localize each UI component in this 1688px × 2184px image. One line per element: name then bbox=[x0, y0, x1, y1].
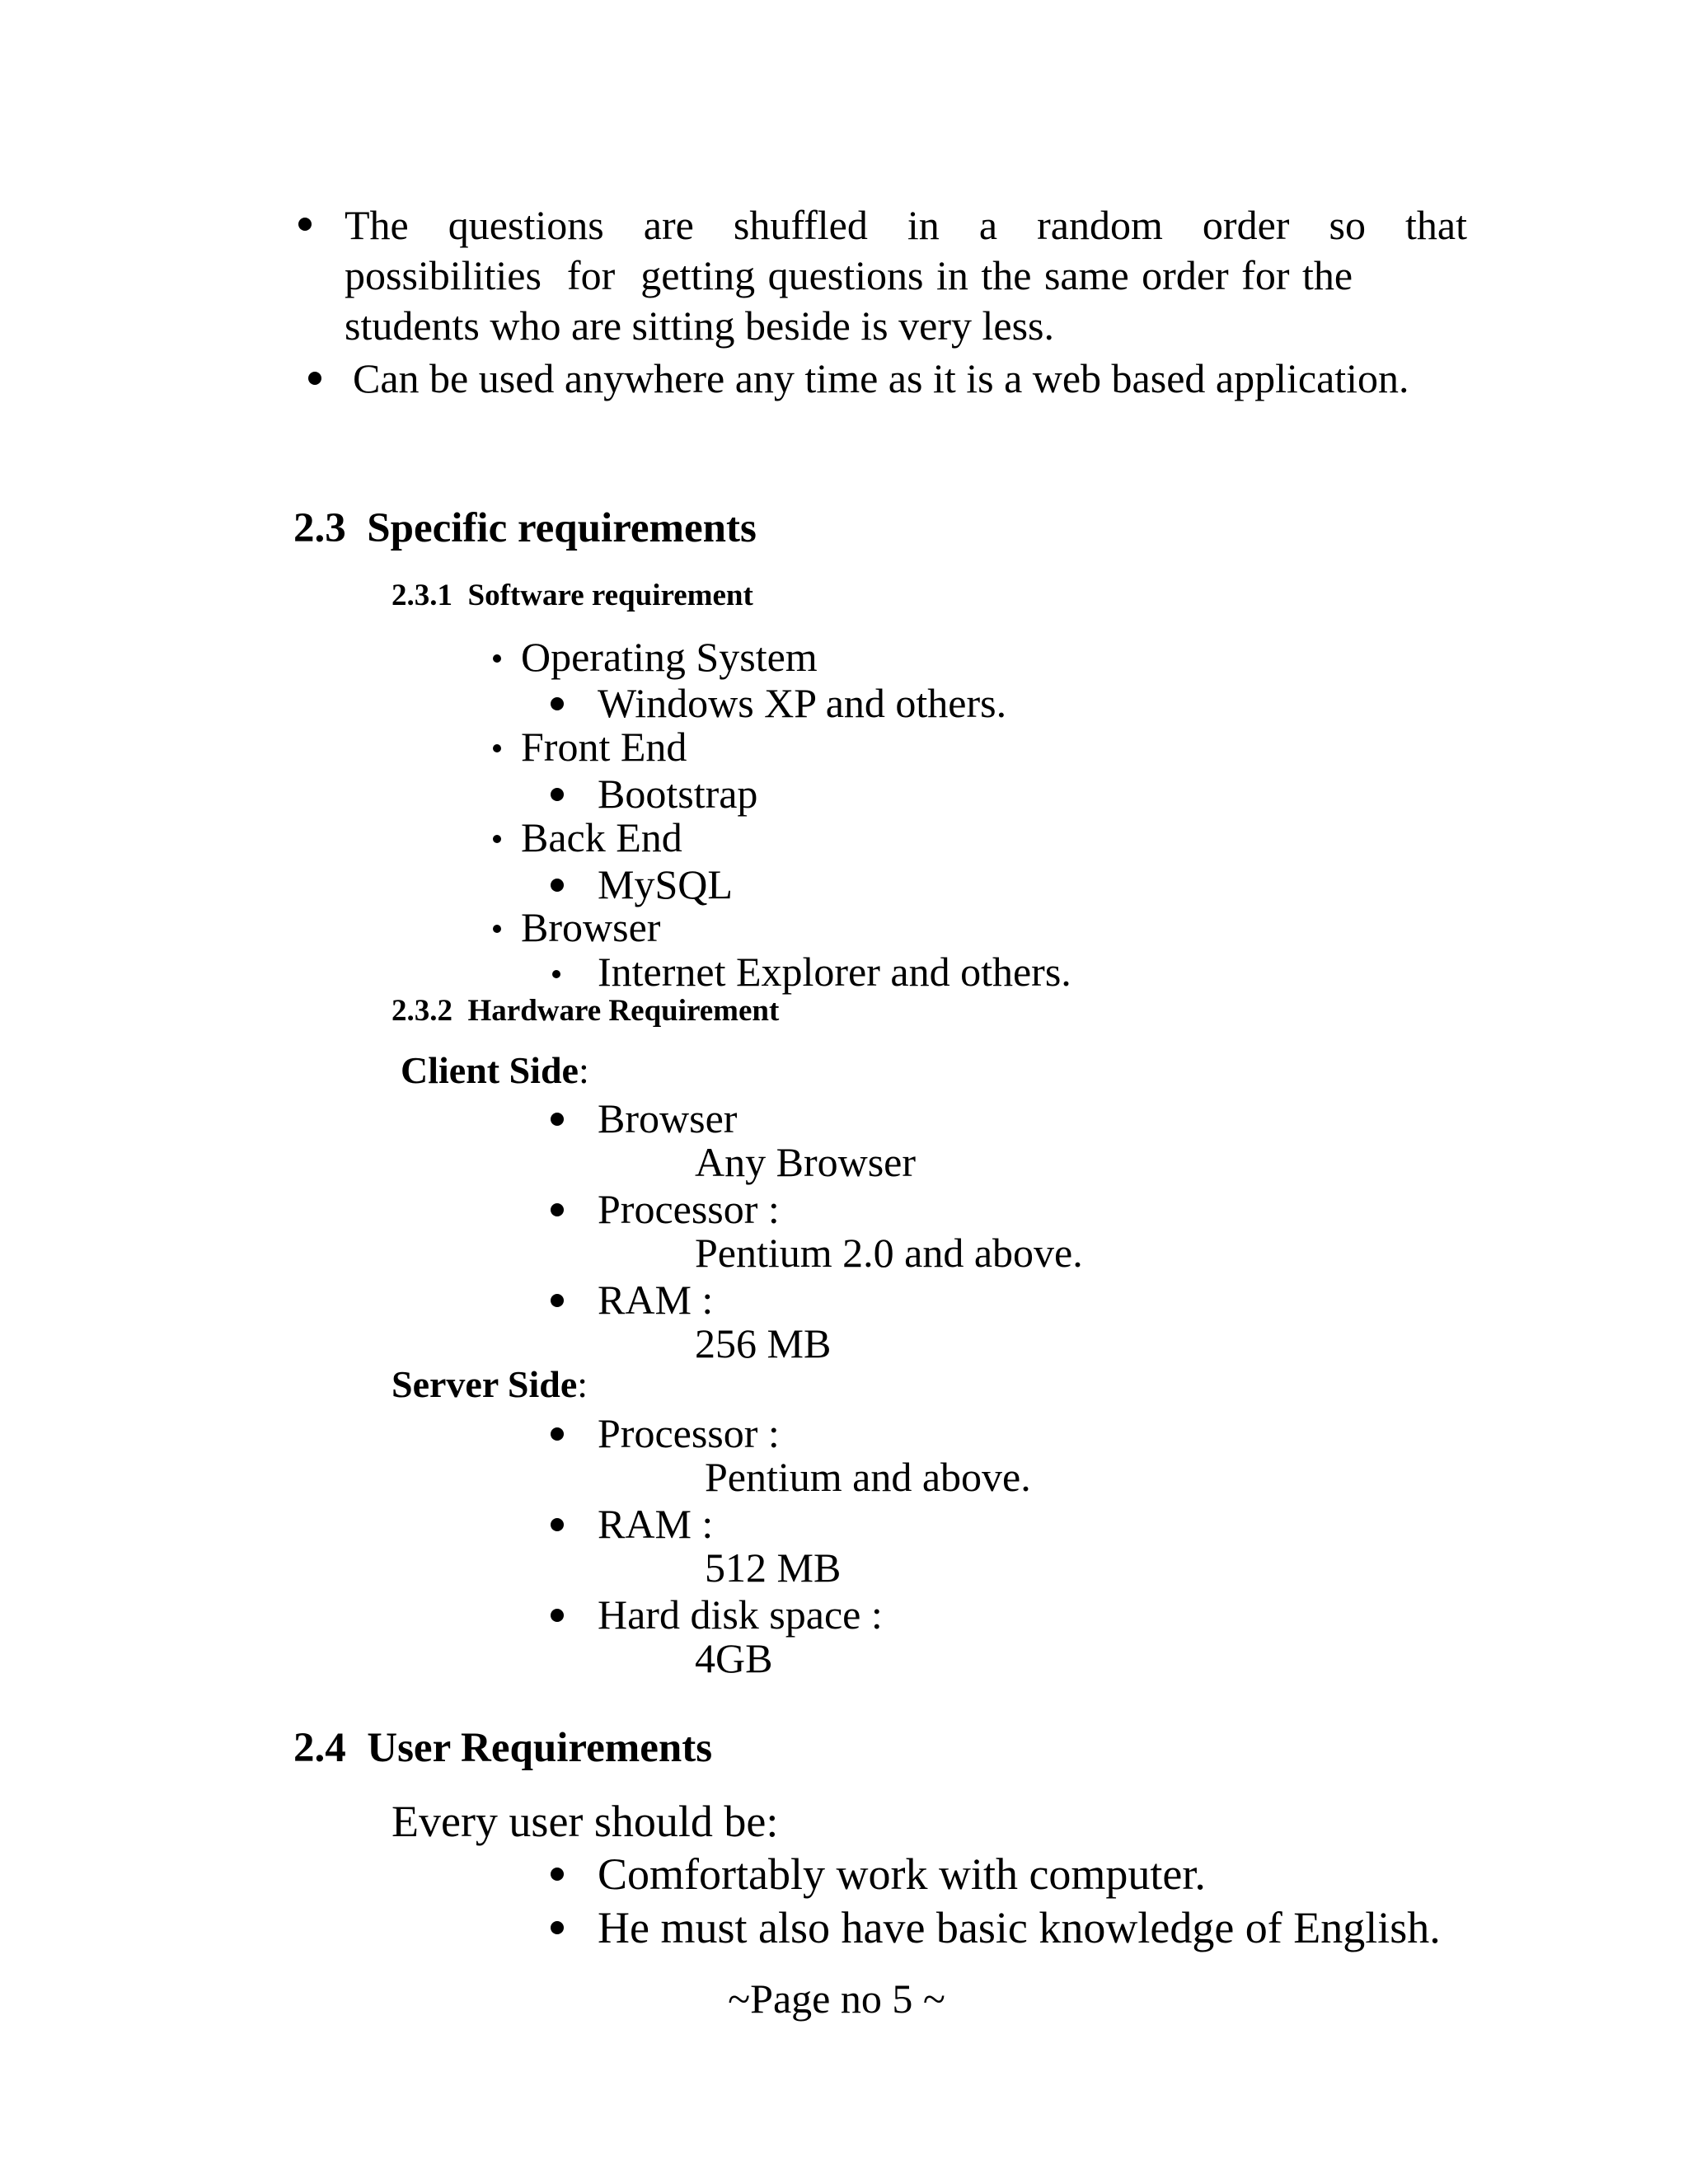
software-item-value: Windows XP and others. bbox=[598, 680, 1007, 726]
software-item-label: Operating System bbox=[521, 634, 818, 680]
software-item-label: Back End bbox=[521, 814, 682, 860]
word: are bbox=[643, 202, 694, 248]
bullet-dot bbox=[551, 1518, 564, 1531]
bullet-dot bbox=[551, 1868, 564, 1881]
hardware-requirement-title: 2.3.2 Hardware Requirement bbox=[392, 994, 780, 1028]
client-side-text: Client Side bbox=[401, 1049, 579, 1091]
word: in bbox=[907, 202, 940, 248]
server-side-text: Server Side bbox=[392, 1363, 578, 1405]
server-side-label bbox=[392, 1361, 588, 1408]
colon: : bbox=[578, 1049, 589, 1091]
software-item-value: Internet Explorer and others. bbox=[598, 949, 1071, 995]
intro-bullet-1-line-1 bbox=[345, 199, 1467, 251]
section-2-4-title: 2.4 User Requirements bbox=[293, 1725, 713, 1771]
bullet-dot bbox=[551, 1294, 564, 1307]
intro-bullet-1-line-3: students who are sitting beside is very less. bbox=[345, 302, 1054, 349]
software-item-value: Bootstrap bbox=[598, 771, 758, 817]
page-number: ~Page no 5 ~ bbox=[728, 1975, 945, 2022]
bullet-small bbox=[493, 654, 501, 663]
word: random bbox=[1037, 202, 1163, 248]
client-item-value: Pentium 2.0 and above. bbox=[695, 1230, 1083, 1276]
bullet-dot bbox=[551, 1113, 564, 1126]
bullet-dot bbox=[308, 372, 321, 385]
server-item-value: 512 MB bbox=[705, 1544, 842, 1591]
client-side-label bbox=[401, 1047, 589, 1094]
software-item-label: Front End bbox=[521, 724, 687, 770]
user-req-item: Comfortably work with computer. bbox=[598, 1849, 1206, 1899]
word: a bbox=[978, 202, 998, 248]
server-item-label: RAM : bbox=[598, 1501, 714, 1547]
user-req-item: He must also have basic knowledge of English. bbox=[598, 1903, 1441, 1952]
server-item-label: Processor : bbox=[598, 1410, 780, 1456]
server-item-value: Pentium and above. bbox=[705, 1454, 1031, 1500]
intro-bullet-2: Can be used anywhere any time as it is a web based application. bbox=[353, 355, 1409, 401]
colon: : bbox=[577, 1363, 588, 1405]
bullet-dot bbox=[551, 879, 564, 892]
word: so bbox=[1329, 202, 1366, 248]
software-item-value: MySQL bbox=[598, 861, 733, 907]
software-item-label: Browser bbox=[521, 904, 661, 950]
client-item-label: RAM : bbox=[598, 1277, 714, 1323]
server-item-label: Hard disk space : bbox=[598, 1591, 883, 1638]
bullet-small bbox=[493, 744, 501, 752]
client-item-value: 256 MB bbox=[695, 1320, 832, 1366]
user-req-intro: Every user should be: bbox=[392, 1797, 779, 1846]
bullet-small bbox=[493, 925, 501, 933]
bullet-small bbox=[552, 970, 560, 978]
bullet-dot bbox=[551, 1427, 564, 1441]
bullet-dot bbox=[551, 1203, 564, 1216]
intro-bullet-1-line-2: possibilities for getting questions in the same order for the bbox=[345, 252, 1353, 298]
client-item-label: Processor : bbox=[598, 1186, 780, 1232]
section-2-3-title: 2.3 Specific requirements bbox=[293, 505, 757, 551]
word: The bbox=[345, 202, 409, 248]
bullet-dot bbox=[551, 1609, 564, 1622]
client-item-label: Browser bbox=[598, 1095, 738, 1141]
word: order bbox=[1202, 202, 1290, 248]
bullet-dot bbox=[551, 1921, 564, 1934]
bullet-small bbox=[493, 835, 501, 843]
bullet-dot bbox=[551, 697, 564, 710]
bullet-dot bbox=[298, 218, 312, 231]
server-item-value: 4GB bbox=[695, 1635, 773, 1681]
client-item-value: Any Browser bbox=[695, 1139, 917, 1185]
bullet-dot bbox=[551, 788, 564, 801]
word: shuffled bbox=[733, 202, 868, 248]
software-requirement-title: 2.3.1 Software requirement bbox=[392, 579, 753, 612]
word: questions bbox=[448, 202, 604, 248]
word: that bbox=[1405, 202, 1467, 248]
